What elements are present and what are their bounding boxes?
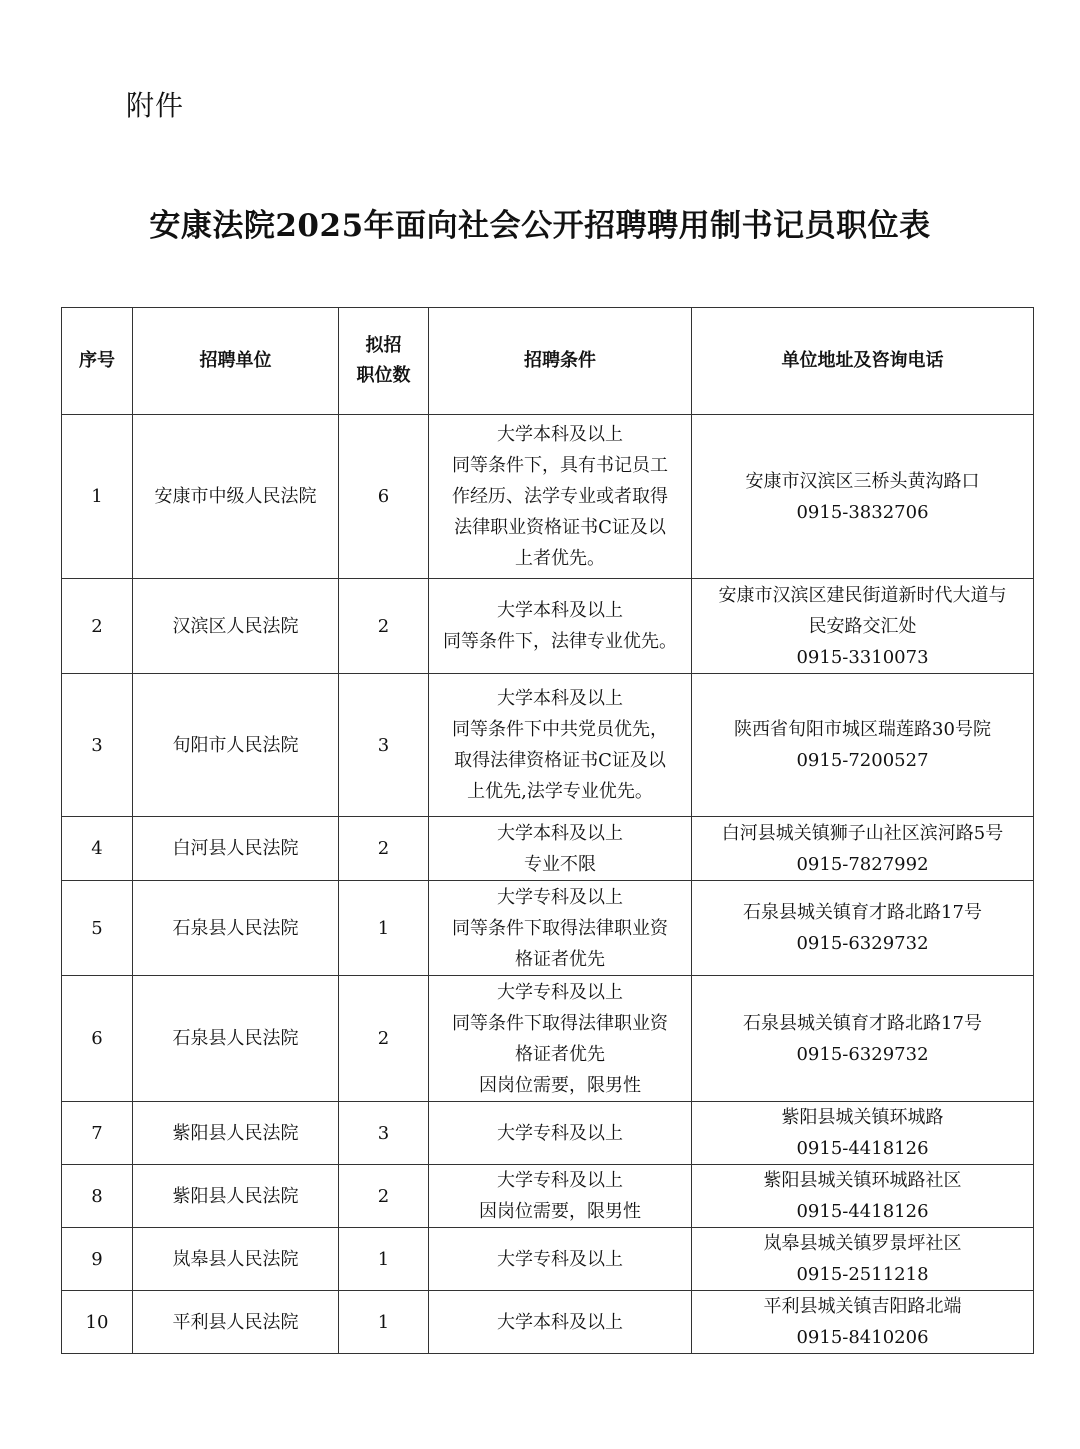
row-unit: 平利县人民法院 bbox=[133, 1291, 339, 1354]
row-seq: 5 bbox=[62, 881, 133, 976]
row-count: 3 bbox=[339, 674, 429, 817]
header-unit: 招聘单位 bbox=[133, 308, 339, 415]
table-row bbox=[62, 1291, 1034, 1354]
row-contact: 岚皋县城关镇罗景坪社区 0915-2511218 bbox=[692, 1228, 1034, 1291]
attachment-label: 附件 bbox=[126, 89, 185, 122]
row-count: 1 bbox=[339, 1291, 429, 1354]
row-seq: 8 bbox=[62, 1165, 133, 1228]
row-conditions: 大学专科及以上 bbox=[429, 1228, 692, 1291]
row-count: 1 bbox=[339, 1228, 429, 1291]
row-count: 2 bbox=[339, 976, 429, 1102]
row-count: 3 bbox=[339, 1102, 429, 1165]
table-row bbox=[62, 415, 1034, 579]
row-unit: 岚皋县人民法院 bbox=[133, 1228, 339, 1291]
row-seq: 1 bbox=[62, 415, 133, 579]
table-row bbox=[62, 881, 1034, 976]
header-seq: 序号 bbox=[62, 308, 133, 415]
row-seq: 10 bbox=[62, 1291, 133, 1354]
row-count: 2 bbox=[339, 817, 429, 881]
row-conditions: 大学专科及以上 因岗位需要，限男性 bbox=[429, 1165, 692, 1228]
table-row bbox=[62, 674, 1034, 817]
row-unit: 石泉县人民法院 bbox=[133, 881, 339, 976]
row-contact: 白河县城关镇狮子山社区滨河路5号 0915-7827992 bbox=[692, 817, 1034, 881]
row-unit: 汉滨区人民法院 bbox=[133, 579, 339, 674]
row-contact: 陕西省旬阳市城区瑞莲路30号院 0915-7200527 bbox=[692, 674, 1034, 817]
row-conditions: 大学专科及以上 同等条件下取得法律职业资 格证者优先 bbox=[429, 881, 692, 976]
header-conditions: 招聘条件 bbox=[429, 308, 692, 415]
row-contact: 紫阳县城关镇环城路 0915-4418126 bbox=[692, 1102, 1034, 1165]
table-row bbox=[62, 1165, 1034, 1228]
table-row bbox=[62, 1228, 1034, 1291]
positions-table bbox=[61, 307, 1034, 1354]
table-row bbox=[62, 579, 1034, 674]
row-contact: 紫阳县城关镇环城路社区 0915-4418126 bbox=[692, 1165, 1034, 1228]
table-row bbox=[62, 1102, 1034, 1165]
row-contact: 安康市汉滨区建民街道新时代大道与 民安路交汇处 0915-3310073 bbox=[692, 579, 1034, 674]
header-contact: 单位地址及咨询电话 bbox=[692, 308, 1034, 415]
row-conditions: 大学本科及以上 专业不限 bbox=[429, 817, 692, 881]
row-unit: 白河县人民法院 bbox=[133, 817, 339, 881]
row-contact: 石泉县城关镇育才路北路17号 0915-6329732 bbox=[692, 976, 1034, 1102]
row-contact: 石泉县城关镇育才路北路17号 0915-6329732 bbox=[692, 881, 1034, 976]
document-title: 安康法院2025年面向社会公开招聘聘用制书记员职位表 bbox=[149, 208, 931, 244]
row-count: 2 bbox=[339, 579, 429, 674]
row-seq: 4 bbox=[62, 817, 133, 881]
row-seq: 7 bbox=[62, 1102, 133, 1165]
row-contact: 平利县城关镇吉阳路北端 0915-8410206 bbox=[692, 1291, 1034, 1354]
row-unit: 石泉县人民法院 bbox=[133, 976, 339, 1102]
row-conditions: 大学本科及以上 同等条件下，具有书记员工 作经历、法学专业或者取得 法律职业资格证书C证及以 上者优先。 bbox=[429, 415, 692, 579]
row-conditions: 大学专科及以上 bbox=[429, 1102, 692, 1165]
row-seq: 3 bbox=[62, 674, 133, 817]
row-unit: 紫阳县人民法院 bbox=[133, 1165, 339, 1228]
row-count: 6 bbox=[339, 415, 429, 579]
row-conditions: 大学本科及以上 同等条件下中共党员优先， 取得法律资格证书C证及以 上优先,法学专业优先。 bbox=[429, 674, 692, 817]
row-conditions: 大学专科及以上 同等条件下取得法律职业资 格证者优先 因岗位需要，限男性 bbox=[429, 976, 692, 1102]
row-unit: 旬阳市人民法院 bbox=[133, 674, 339, 817]
row-conditions: 大学本科及以上 同等条件下，法律专业优先。 bbox=[429, 579, 692, 674]
row-unit: 紫阳县人民法院 bbox=[133, 1102, 339, 1165]
table-row bbox=[62, 817, 1034, 881]
row-seq: 2 bbox=[62, 579, 133, 674]
row-seq: 9 bbox=[62, 1228, 133, 1291]
table-row bbox=[62, 976, 1034, 1102]
row-count: 2 bbox=[339, 1165, 429, 1228]
row-conditions: 大学本科及以上 bbox=[429, 1291, 692, 1354]
row-contact: 安康市汉滨区三桥头黄沟路口 0915-3832706 bbox=[692, 415, 1034, 579]
header-count: 拟招 职位数 bbox=[339, 308, 429, 415]
header-row bbox=[62, 308, 1034, 415]
row-count: 1 bbox=[339, 881, 429, 976]
row-seq: 6 bbox=[62, 976, 133, 1102]
row-unit: 安康市中级人民法院 bbox=[133, 415, 339, 579]
